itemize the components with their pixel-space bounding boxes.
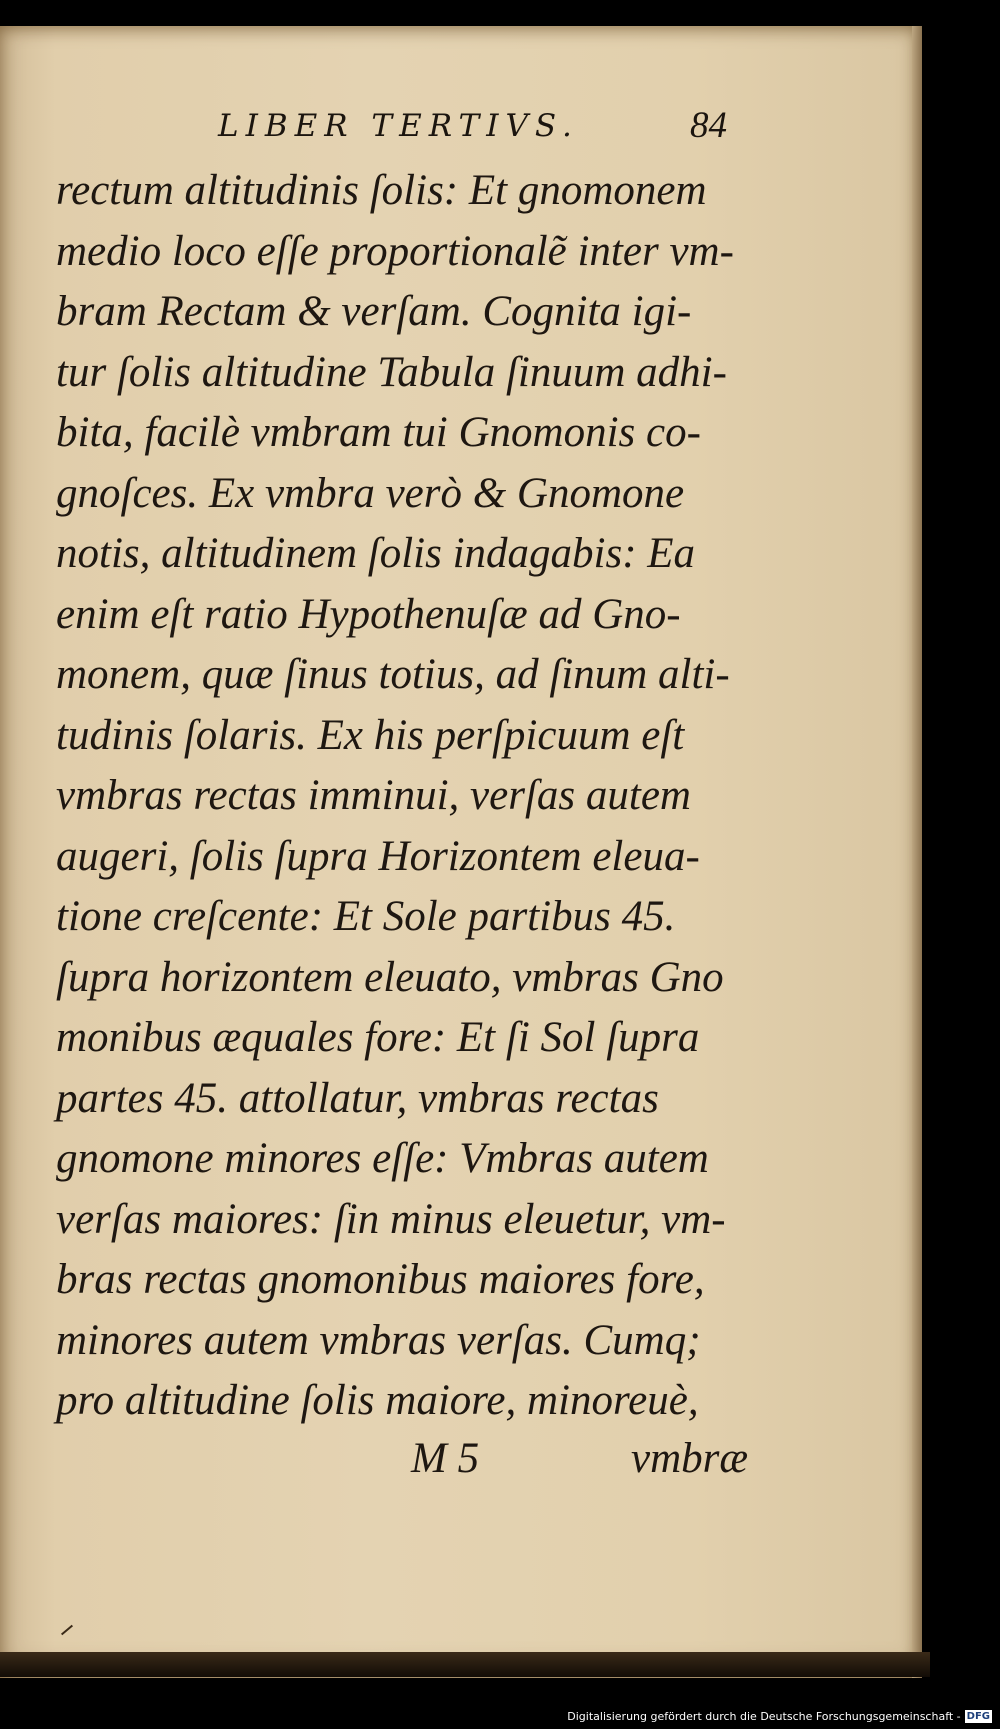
text-block	[56, 161, 756, 1432]
text-line: bita, facilè vmbram tui Gnomonis co-	[56, 409, 701, 456]
catchword: vmbræ	[631, 1435, 749, 1482]
signature-mark: M 5	[411, 1435, 480, 1482]
credit-text: Digitalisierung gefördert durch die Deutsche Forschungsgemeinschaft -	[567, 1710, 961, 1723]
text-line: verſas maiores: ſin minus eleuetur, vm-	[56, 1195, 726, 1243]
text-line: monibus æquales fore: Et ſi Sol ſupra	[56, 1014, 700, 1061]
text-line: enim eſt ratio Hypothenuſæ ad Gno-	[56, 590, 681, 638]
page-number: 84	[690, 105, 727, 146]
page-bottom-shadow	[0, 1652, 930, 1677]
text-line: bram Rectam & verſam. Cognita igi-	[56, 288, 692, 335]
dfg-logo: DFG	[966, 1711, 990, 1722]
text-line: rectum altitudinis ſolis: Et gnomonem	[56, 167, 707, 214]
text-line: minores autem vmbras verſas. Cumq;	[56, 1316, 701, 1364]
text-line: vmbras rectas imminui, verſas autem	[56, 772, 691, 819]
text-line: augeri, ſolis ſupra Horizontem eleua-	[56, 832, 700, 880]
running-title: LIBER TERTIVS.	[218, 108, 579, 144]
text-line: medio loco eſſe proportionalẽ inter vm-	[56, 227, 734, 275]
text-line: gnomone minores eſſe: Vmbras autem	[56, 1135, 709, 1182]
ink-mark	[61, 1625, 73, 1636]
signature-line	[56, 1429, 776, 1489]
running-head	[0, 105, 922, 158]
text-line: tione creſcente: Et Sole partibus 45.	[56, 893, 676, 940]
book-page	[0, 26, 922, 1678]
text-line: bras rectas gnomonibus maiores fore,	[56, 1256, 705, 1303]
text-line: notis, altitudinem ſolis indagabis: Ea	[56, 530, 696, 577]
text-line: tudinis ſolaris. Ex his perſpicuum eſt	[56, 711, 685, 759]
text-line: tur ſolis altitudine Tabula ſinuum adhi-	[56, 348, 727, 396]
text-line: gnoſces. Ex vmbra verò & Gnomone	[56, 469, 685, 517]
text-line: monem, quæ ſinus totius, ad ſinum alti-	[56, 651, 730, 698]
page-edge	[912, 26, 922, 1678]
text-line: partes 45. attollatur, vmbras rectas	[56, 1074, 659, 1122]
text-line: pro altitudine ſolis maiore, minoreuè,	[56, 1377, 699, 1424]
digitization-credit	[567, 1710, 992, 1723]
text-line: ſupra horizontem eleuato, vmbras Gno	[56, 953, 724, 1001]
